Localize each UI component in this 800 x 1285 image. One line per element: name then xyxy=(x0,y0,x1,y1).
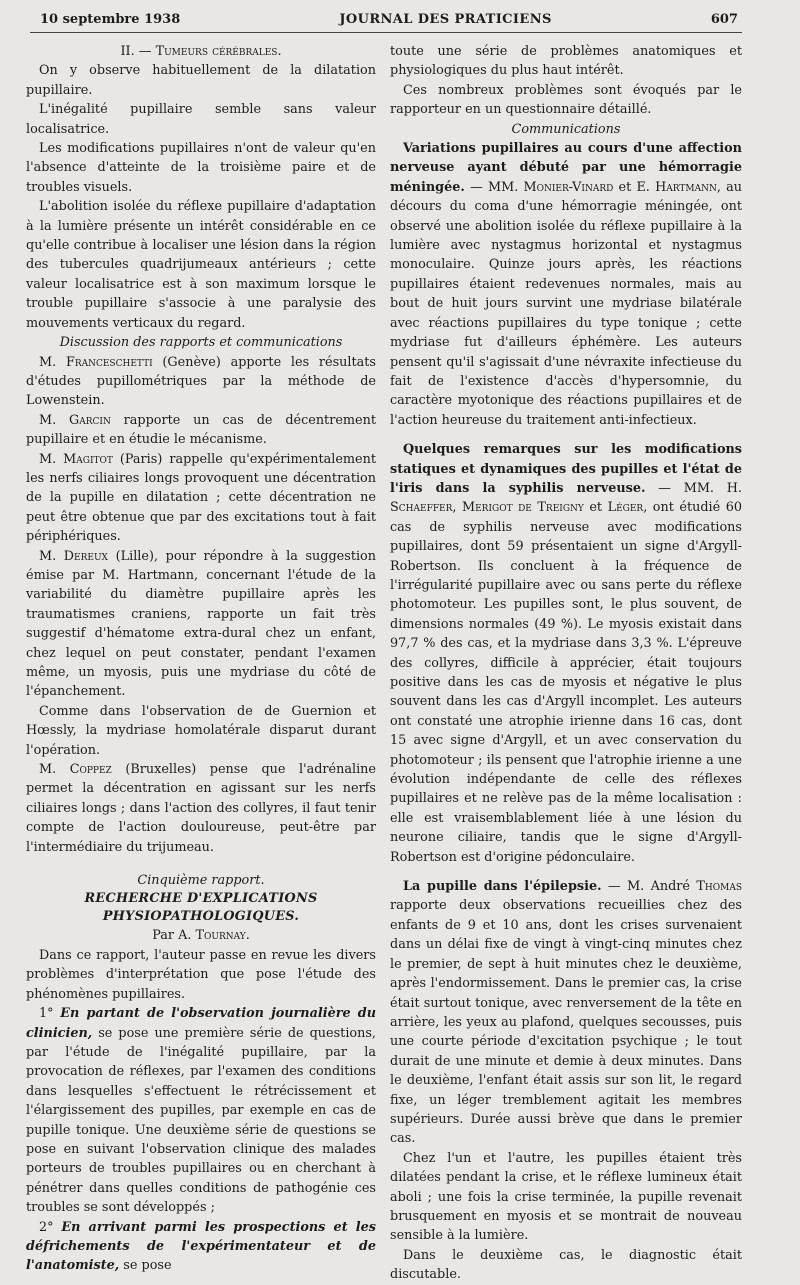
authors-prefix: — MM. xyxy=(464,179,524,195)
author-name: M. Dereux xyxy=(39,548,108,564)
header-rule xyxy=(30,32,742,33)
paragraph: On y observe habituellement de la dilatation pupillaire. xyxy=(26,63,376,98)
author-name: Monier-Vinard xyxy=(523,179,614,195)
paragraph: L'inégalité pupillaire semble sans valeur localisatrice. xyxy=(26,102,376,137)
author-name: M. Garcin xyxy=(39,412,111,428)
author-name: Léger, xyxy=(607,500,648,516)
communication-title: Quelques remarques sur les modifications statiques et dynamiques des pupilles et l'état de l'iris dans la syphilis nerveuse. xyxy=(390,442,742,496)
discussion-text: (Lille), pour répondre à la suggestion émise par M. Hartmann, concernant l'étude de la variabilité du diamètre pupillaire après les traumatismes craniens, rapporte un fait très suggestif d'hématome extra-dural chez un enfant, chez lequel on peut constater, pendant l'examen même, un myosis, puis une mydriase du côté de l'épanchement. xyxy=(26,548,376,700)
rapport-author xyxy=(26,926,376,945)
communications-heading: Communications xyxy=(511,121,621,137)
paragraph: Les modifications pupillaires n'ont de valeur qu'en l'absence d'atteinte de la troisième paire et de troubles visuels. xyxy=(26,141,376,195)
discussion-paragraph xyxy=(26,760,376,857)
authors-prefix: — M. André xyxy=(601,879,697,895)
author-name: M. Coppez xyxy=(39,762,112,778)
author-name: Hartmann, xyxy=(655,179,721,195)
italic-lead: En arrivant parmi les prospections et les défrichements de l'expérimentateur et de l'anatomiste, xyxy=(26,1219,376,1274)
discussion-paragraph xyxy=(26,411,376,450)
author-name: Schaeffer, xyxy=(390,500,457,516)
discussion-heading: Discussion des rapports et communications xyxy=(59,335,343,351)
author-name: Thomas xyxy=(696,879,742,895)
author-name: Merigot de Treigny xyxy=(462,500,584,516)
header-page-number: 607 xyxy=(710,12,738,27)
paragraph: L'abolition isolée du réflexe pupillaire d'adaptation à la lumière présente un intérêt considérable en ce qu'elle contribue à localiser une lésion dans la région des tubercules quadrijumeaux antérieurs ; cette valeur localisatrice est à son maximum lorsque le trouble pupillaire s'associe à une paralysie des mouvements verticaux du regard. xyxy=(26,199,376,331)
paragraph-text: se pose xyxy=(119,1258,172,1274)
numbered-paragraph xyxy=(26,1004,376,1217)
paragraph-text: se pose une première série de questions, par l'étude de l'inégalité pupillaire, par la provocation de réflexes, par l'examen des conditions dans lesquelles s'effectuent le rétrécissement et l'élargissement des pupilles, par exemple en cas de pupille tonique. Une deuxième série de questions se pose en suivant l'observation clinique des malades porteurs de troubles pupillaires ou en cherchant à pénétrer dans quelles conditions de pathogénie ces troubles se sont développés ; xyxy=(26,1025,376,1216)
item-number: 1° xyxy=(39,1006,61,1022)
section-title-tumeurs: II. — Tumeurs cérébrales. xyxy=(120,44,282,59)
discussion-paragraph xyxy=(26,450,376,547)
numbered-paragraph xyxy=(26,1218,376,1276)
authors-prefix: — MM. H. xyxy=(645,480,742,496)
left-column xyxy=(26,42,376,1276)
communication-text: rapporte deux observations recueillies chez des enfants de 9 et 10 ans, dont les crises survenaient dans un délai fixe de vingt à vingt-cinq minutes chez le premier, de sept à huit minutes chez le deuxième, après l'endormissement. Dans le premier cas, la crise était surtout tonique, avec renversement de la tête en arrière, les yeux au plafond, quelques secousses, puis une courte période d'excitation psychique ; le tout durait de une minute et demie à deux minutes. Dans le deuxième, l'enfant était assis sur son lit, le regard fixe, un léger tremblement agitait les membres supérieurs. Durée aussi brève que dans le premier cas. xyxy=(390,898,742,1147)
header-journal-title: JOURNAL DES PRATICIENS xyxy=(339,12,552,27)
right-column xyxy=(390,42,742,1285)
paragraph: toute une série de problèmes anatomiques et physiologiques du plus haut intérêt. xyxy=(390,44,742,79)
italic-lead: En partant de l'observation journalière du clinicien, xyxy=(26,1006,377,1041)
discussion-paragraph: Comme dans l'observation de de Guernion et Hœssly, la mydriase homolatérale disparut durant l'opération. xyxy=(26,703,376,758)
paragraph: Dans ce rapport, l'auteur passe en revue les divers problèmes d'interprétation que pose l'étude des phénomènes pupillaires. xyxy=(26,947,376,1002)
discussion-text: rapporte un cas de décentrement pupillaire et en étudie le mécanisme. xyxy=(26,412,376,448)
authors-conjunction: et xyxy=(583,500,608,516)
header-date: 10 septembre 1938 xyxy=(40,12,181,27)
author-name: M. Franceschetti xyxy=(39,354,153,370)
discussion-paragraph xyxy=(26,547,376,702)
author-name: Tournay. xyxy=(195,928,250,944)
communication-paragraph xyxy=(390,139,742,430)
discussion-text: (Paris) rappelle qu'expérimentalement les nerfs ciliaires longs provoquent une décentration de la pupille en dilatation ; cette décentration ne peut être obtenue que par des excitations tout à fait périphériques. xyxy=(26,451,376,545)
communication-paragraph xyxy=(390,877,742,1149)
paragraph: Chez l'un et l'autre, les pupilles étaient très dilatées pendant la crise, et le réflexe lumineux était aboli ; une fois la crise terminée, la pupille revenait brusquement en myosis et se montrait de nouveau sensible à la lumière. xyxy=(390,1150,742,1244)
communication-text: ont étudié 60 cas de syphilis nerveuse avec modifications pupillaires, dont 59 présentaient un signe d'Argyll-Robertson. Ils concluent à la fréquence de l'irrégularité pupillaire avec ou sans perte du réflexe photomoteur. Les pupilles sont, le plus souvent, de dimensions normales (49 %). Le myosis existait dans 97,7 % des cas, et la mydriase dans 3,3 %. L'épreuve des collyres, difficile à apprécier, était toujours positive dans les cas de myosis et négative le plus souvent dans les cas d'Argyll incomplet. Les auteurs ont constaté une atrophie irienne dans 16 cas, dont 15 avec signe d'Argyll, et un avec conservation du photomoteur ; ils pensent que l'atrophie irienne a une évolution indépendante de celle des réflexes pupillaires et ne relève pas de la même localisation : elle est vraisemblablement liée à une lésion du neurone ciliaire, tandis que le signe d'Argyll-Robertson est d'origine pédonculaire. xyxy=(390,500,742,865)
communication-title: La pupille dans l'épilepsie. xyxy=(403,879,602,895)
paragraph: Dans le deuxième cas, le diagnostic était discutable. xyxy=(390,1247,742,1283)
item-number: 2° xyxy=(39,1219,62,1235)
discussion-paragraph xyxy=(26,353,376,411)
communication-text: au décours du coma d'une hémorragie méningée, ont observé une abolition isolée du réflexe pupillaire à la lumière avec nystagmus horizontal et nystagmus monoculaire. Quinze jours après, les réactions pupillaires étaient redevenues normales, mais au bout de huit jours survint une mydriase bilatérale avec réactions pupillaires du type tonique ; cette mydriase fut d'ailleurs éphémère. Les auteurs pensent qu'il s'agissait d'une névraxite infectieuse du fait de l'existence d'accès d'hypersomnie, du caractère myotonique des réactions pupillaires et de l'action heureuse du traitement anti-infectieux. xyxy=(390,179,742,428)
page-header xyxy=(40,12,738,27)
communication-paragraph xyxy=(390,440,742,867)
rapport-label: Cinquième rapport. xyxy=(137,873,265,889)
paragraph: Ces nombreux problèmes sont évoqués par le rapporteur en un questionnaire détaillé. xyxy=(390,82,742,118)
author-name: M. Magitot xyxy=(39,451,113,467)
communication-title: Variations pupillaires au cours d'une affection nerveuse ayant débuté par une hémorragie méningée. xyxy=(390,141,742,195)
discussion-text: (Bruxelles) pense que l'adrénaline permet la décentration en agissant sur les nerfs ciliaires longs ; dans l'action des collyres, il faut tenir compte de l'action douloureuse, peut-être par l'intermédiaire du trijumeau. xyxy=(26,762,376,855)
discussion-text: (Genève) apporte les résultats d'études pupillométriques par la méthode de Lowenstein. xyxy=(26,354,376,409)
authors-conjunction: et E. xyxy=(613,179,656,195)
author-prefix: Par A. xyxy=(152,928,196,944)
rapport-title: RECHERCHE D'EXPLICATIONS PHYSIOPATHOLOGIQUES. xyxy=(84,891,318,925)
